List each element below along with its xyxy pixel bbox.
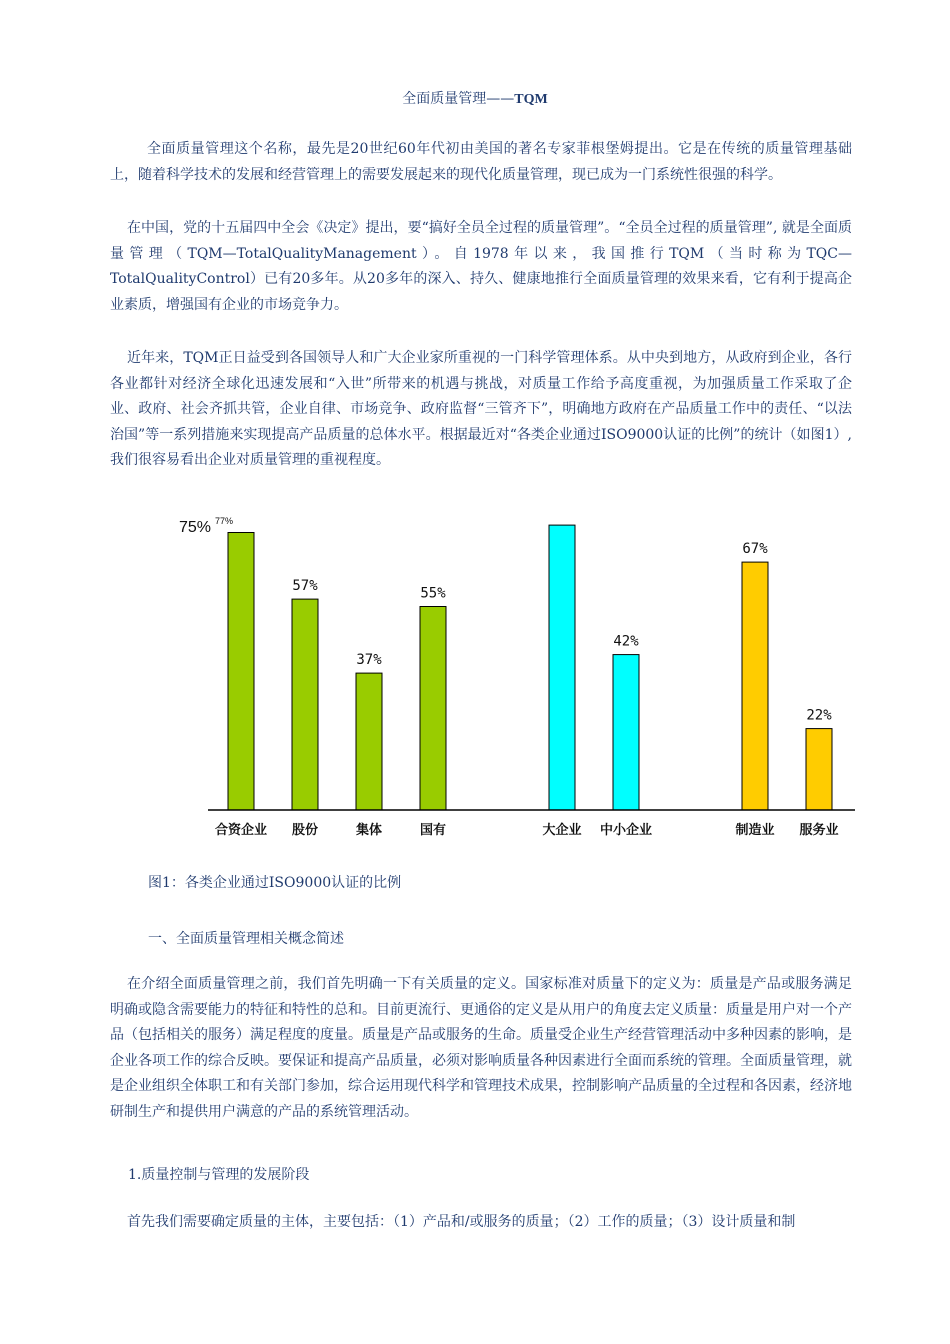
category-label-2: 股份 [291, 823, 319, 838]
value-label-4: 55% [420, 585, 446, 602]
category-label-8: 服务业 [799, 823, 839, 838]
document-title [0, 88, 950, 108]
bar-3 [356, 673, 382, 810]
value-label-6: 42% [613, 633, 639, 650]
category-label-5: 大企业 [542, 823, 582, 838]
value-label-2: 57% [292, 578, 318, 595]
definition-paragraph: 在介绍全面质量管理之前，我们首先明确一下有关质量的定义。国家标准对质量下的定义为：质量是产品或服务满足明确或隐含需要能力的特征和特性的总和。目前更流行、更通俗的定义是从用户的角度去定义质量：质量是用户对一个产品（包括相关的服务）满足程度的度量。质量是产品或服务的生命。质量受企业生产经营管理活动中多种因素的影响，是企业各项工作的综合反映。要保证和提高产品质量，必须对影响质量各种因素进行全面而系统的管理。全面质量管理，就是企业组织全体职工和有关部门参加，综合运用现代科学和管理技术成果，控制影响产品质量的全过程和各因素，经济地研制生产和提供用户满意的产品的系统管理活动。 [110, 976, 852, 1120]
bar-4 [420, 607, 446, 811]
bar-2 [292, 599, 318, 810]
category-label-1: 合资企业 [214, 823, 268, 838]
recent-paragraph: 近年来，TQM正日益受到各国领导人和广大企业家所重视的一门科学管理体系。从中央到地方，从政府到企业，各行各业都针对经济全球化迅速发展和“入世”所带来的机遇与挑战，对质量工作给予高度重视，为加强质量工作采取了企业、政府、社会齐抓共管，企业自律、市场竞争、政府监督“三管齐下”，明确地方政府在产品质量工作中的责任、“以法治国”等一系列措施来实现提高产品质量的总体水平。根据最近对“各类企业通过ISO9000认证的比例”的统计（如图1）, 我们很容易看出企业对质量管理的重视程度。 [110, 350, 852, 468]
title-bold: TQM [514, 92, 548, 107]
category-label-7: 制造业 [735, 823, 775, 838]
category-label-4: 国有 [419, 823, 447, 838]
value-label-7: 67% [742, 541, 768, 558]
value-label-5: 77% [215, 516, 234, 526]
section-heading: 一、全面质量管理相关概念简述 [148, 931, 344, 947]
intro-paragraph: 全面质量管理这个名称，最先是20世纪60年代初由美国的著名专家菲根堡姆提出。它是在传统的质量管理基础上，随着科学技术的发展和经营管理上的需要发展起来的现代化质量管理，现已成为一门系统性很强的科学。 [110, 141, 852, 183]
figure-caption: 图1：各类企业通过ISO9000认证的比例 [148, 875, 402, 891]
bar-8 [806, 729, 832, 810]
value-label-1: 75% [179, 519, 212, 536]
category-label-6: 中小企业 [599, 823, 653, 838]
bar-5 [549, 525, 575, 810]
bar-1 [228, 533, 254, 811]
value-label-3: 37% [356, 652, 382, 669]
last-paragraph: 首先我们需要确定质量的主体，主要包括：（1）产品和/或服务的质量；（2）工作的质量；（3）设计质量和制 [127, 1214, 796, 1230]
category-label-3: 集体 [355, 823, 383, 838]
value-label-8: 22% [806, 707, 832, 724]
title-prefix: 全面质量管理—— [402, 91, 515, 107]
bar-7 [742, 562, 768, 810]
subheading: 1.质量控制与管理的发展阶段 [128, 1167, 310, 1183]
china-paragraph: 在中国，党的十五届四中全会《决定》提出，要“搞好全员全过程的质量管理”。“全员全过程的质量管理”, 就是全面质量管理（TQM—TotalQualityManagement）。自1978年以来，我国推行TQM（当时称为TQC—TotalQualityControl）已有20多年。从20多年的深入、持久、健康地推行全面质量管理的效果来看，它有利于提高企业素质，增强国有企业的市场竞争力。 [110, 220, 852, 313]
iso9000-bar-chart [175, 508, 855, 853]
bar-6 [613, 655, 639, 810]
